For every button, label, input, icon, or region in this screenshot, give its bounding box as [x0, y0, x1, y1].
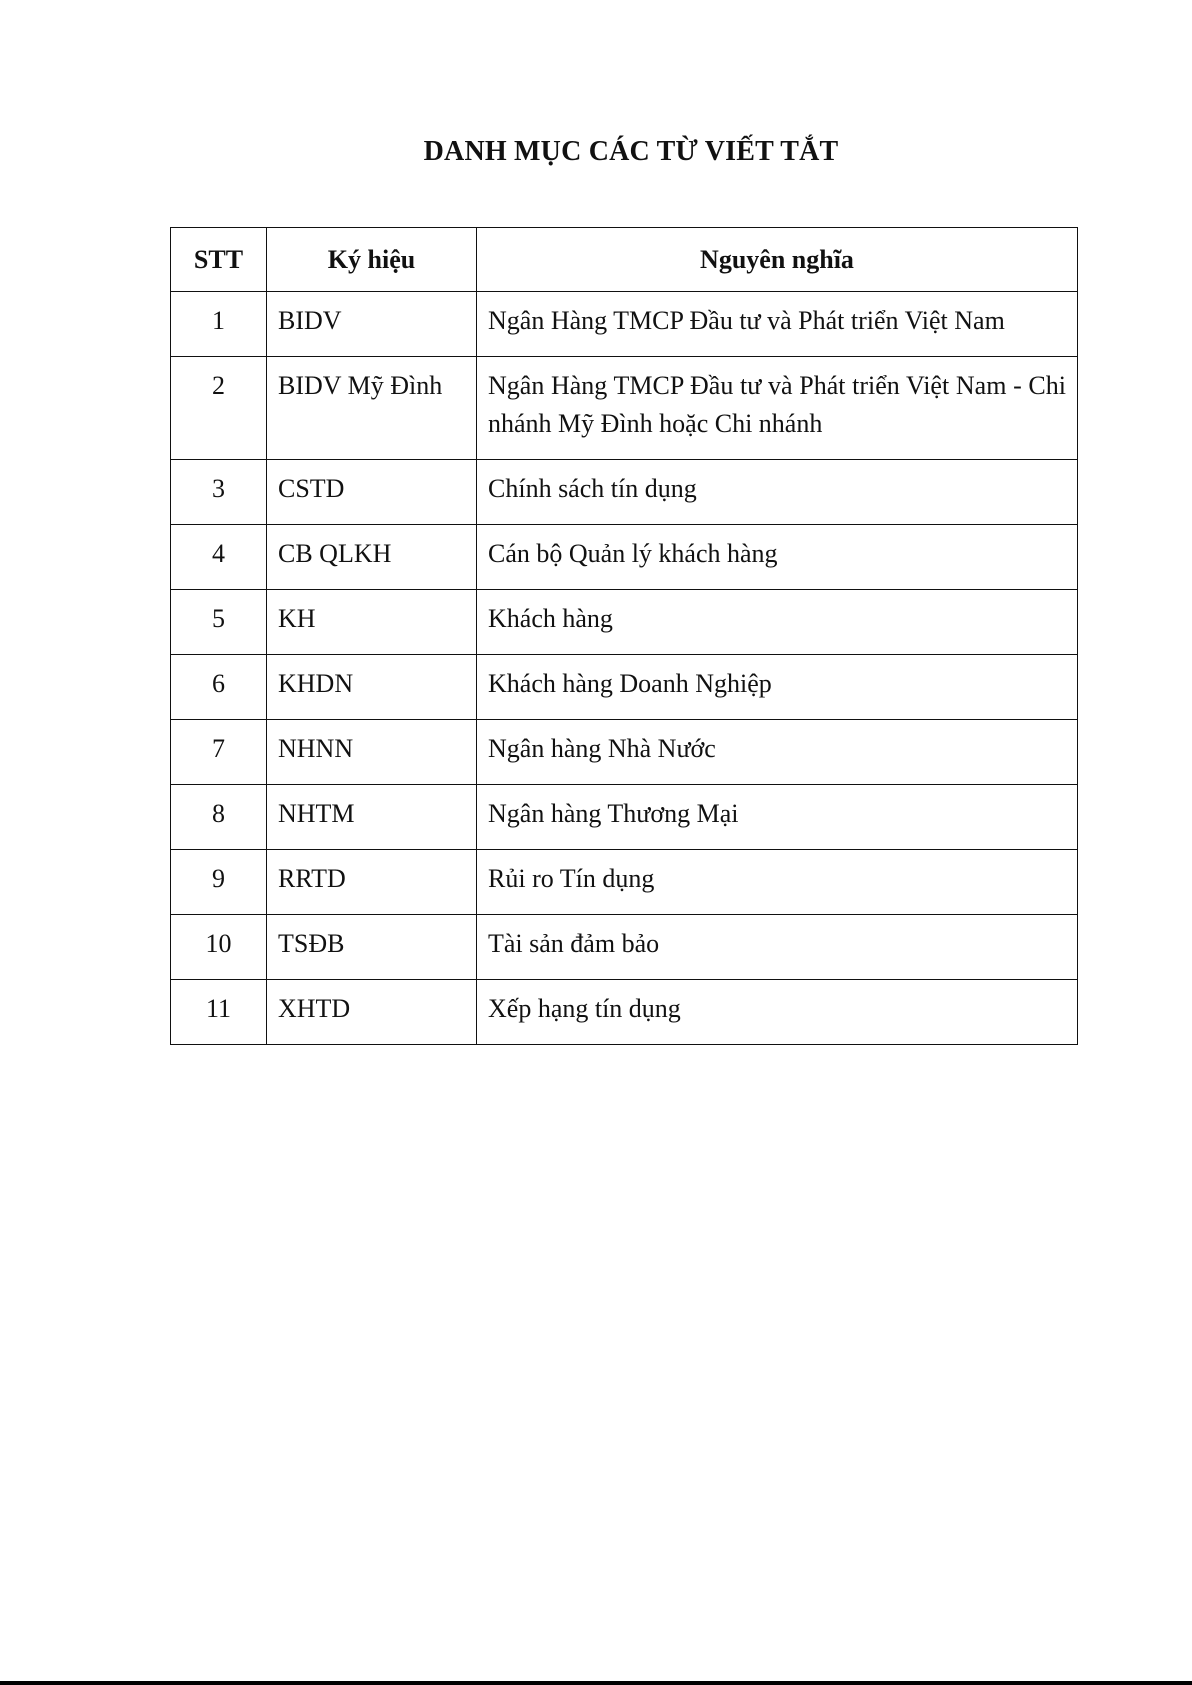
- row-symbol: NHTM: [267, 785, 477, 850]
- row-symbol: RRTD: [267, 850, 477, 915]
- row-meaning: Ngân hàng Thương Mại: [477, 785, 1078, 850]
- page-title: DANH MỤC CÁC TỪ VIẾT TẮT: [423, 136, 839, 167]
- row-symbol: KH: [267, 590, 477, 655]
- row-symbol: NHNN: [267, 720, 477, 785]
- table-row: [171, 525, 1078, 590]
- row-stt: 5: [171, 590, 267, 655]
- row-meaning: Rủi ro Tín dụng: [477, 850, 1078, 915]
- table-row: [171, 980, 1078, 1045]
- table-row: [171, 357, 1078, 460]
- row-symbol: CSTD: [267, 460, 477, 525]
- row-meaning: Khách hàng Doanh Nghiệp: [477, 655, 1078, 720]
- table-row: [171, 292, 1078, 357]
- row-meaning: Ngân Hàng TMCP Đầu tư và Phát triển Việt Nam - Chi nhánh Mỹ Đình hoặc Chi nhánh: [477, 357, 1078, 460]
- row-symbol: KHDN: [267, 655, 477, 720]
- table-row: [171, 915, 1078, 980]
- row-meaning: Ngân Hàng TMCP Đầu tư và Phát triển Việt Nam: [477, 292, 1078, 357]
- row-symbol: TSĐB: [267, 915, 477, 980]
- column-header-meaning: Nguyên nghĩa: [477, 228, 1078, 292]
- row-stt: 9: [171, 850, 267, 915]
- row-stt: 8: [171, 785, 267, 850]
- table-header-row: [171, 228, 1078, 292]
- abbreviation-table: [170, 227, 1078, 1045]
- row-stt: 7: [171, 720, 267, 785]
- row-stt: 4: [171, 525, 267, 590]
- row-symbol: XHTD: [267, 980, 477, 1045]
- row-stt: 3: [171, 460, 267, 525]
- table-row: [171, 720, 1078, 785]
- row-stt: 11: [171, 980, 267, 1045]
- row-meaning: Cán bộ Quản lý khách hàng: [477, 525, 1078, 590]
- page-bottom-rule: [0, 1681, 1192, 1685]
- row-symbol: CB QLKH: [267, 525, 477, 590]
- column-header-stt: STT: [171, 228, 267, 292]
- row-meaning: Tài sản đảm bảo: [477, 915, 1078, 980]
- row-stt: 6: [171, 655, 267, 720]
- table-row: [171, 460, 1078, 525]
- column-header-symbol: Ký hiệu: [267, 228, 477, 292]
- row-meaning: Ngân hàng Nhà Nước: [477, 720, 1078, 785]
- row-meaning: Xếp hạng tín dụng: [477, 980, 1078, 1045]
- row-symbol: BIDV Mỹ Đình: [267, 357, 477, 460]
- row-meaning: Chính sách tín dụng: [477, 460, 1078, 525]
- row-stt: 2: [171, 357, 267, 460]
- row-symbol: BIDV: [267, 292, 477, 357]
- row-stt: 1: [171, 292, 267, 357]
- row-meaning: Khách hàng: [477, 590, 1078, 655]
- table-row: [171, 590, 1078, 655]
- table-row: [171, 850, 1078, 915]
- row-stt: 10: [171, 915, 267, 980]
- table-row: [171, 655, 1078, 720]
- table-row: [171, 785, 1078, 850]
